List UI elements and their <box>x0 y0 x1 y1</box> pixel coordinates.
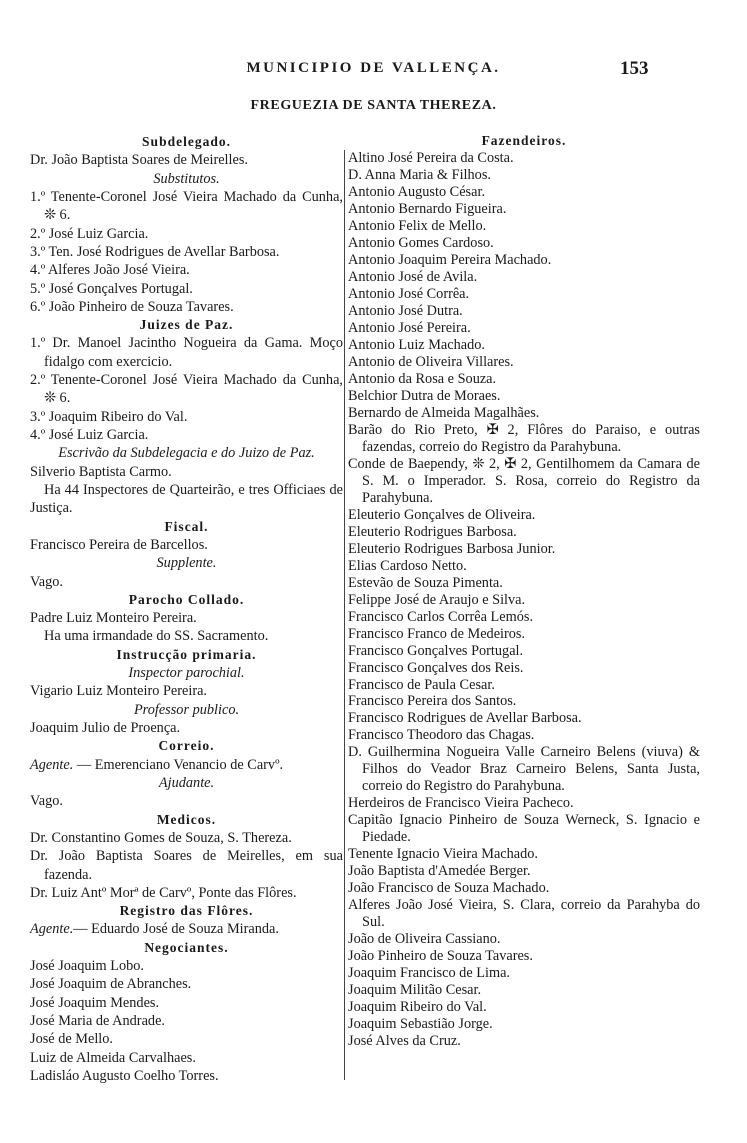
list-item <box>348 184 700 201</box>
section-heading <box>30 591 343 609</box>
entry-text: — Emerenciano Venancio de Carvº. <box>73 756 284 773</box>
list-item <box>348 371 700 388</box>
section-heading <box>30 133 343 151</box>
entry-text: 2.º Tenente-Coronel José Vieira Machado da Cunha, ❊ 6. <box>30 372 343 407</box>
entry-text: Antonio José Pereira. <box>348 319 471 336</box>
section-heading <box>30 811 343 829</box>
entry-text: José de Mello. <box>30 1031 113 1048</box>
entry-text: Bernardo de Almeida Magalhães. <box>348 404 540 421</box>
list-item <box>348 897 700 931</box>
entry-text: Fazendeiros. <box>481 133 567 148</box>
role-label: Agente. <box>30 921 74 938</box>
list-item <box>348 727 700 744</box>
list-item <box>348 677 700 694</box>
entry-text: Francisco Gonçalves Portugal. <box>348 642 524 659</box>
list-item <box>30 756 343 774</box>
list-item <box>30 682 343 700</box>
entry-text: Joaquim Francisco de Lima. <box>348 965 510 982</box>
entry-text: João de Oliveira Cassiano. <box>348 931 501 948</box>
entry-text: Vago. <box>30 793 63 810</box>
entry-text: Antonio José Dutra. <box>348 302 463 319</box>
list-item <box>348 795 700 812</box>
list-item <box>30 920 343 938</box>
entry-text: Conde de Baependy, ❊ 2, ✠ 2, Gentilhomem da Camara de S. M. o Imperador. S. Rosa, correio do Registro da Parahybuna. <box>348 455 700 506</box>
list-item <box>348 252 700 269</box>
entry-text: Herdeiros de Francisco Vieira Pacheco. <box>348 795 574 812</box>
entry-text: 3.º Joaquim Ribeiro do Val. <box>30 408 188 425</box>
entry-text: Alferes João José Vieira, S. Clara, correio da Parahyba do Sul. <box>348 897 700 931</box>
section-heading <box>348 133 700 150</box>
list-item <box>30 994 343 1012</box>
subsection-heading <box>30 554 343 572</box>
entry-text: Francisco Pereira de Barcellos. <box>30 536 208 553</box>
list-item <box>348 167 700 184</box>
list-item <box>348 626 700 643</box>
list-item <box>348 592 700 609</box>
list-item <box>30 1049 343 1067</box>
list-item <box>348 286 700 303</box>
list-item <box>348 150 700 167</box>
entry-text: Dr. Luiz Antº Morª de Carvº, Ponte das Flôres. <box>30 884 297 901</box>
subsection-heading <box>30 170 343 188</box>
list-item <box>348 710 700 727</box>
entry-text: Fiscal. <box>164 518 209 534</box>
entry-text: João Baptista d'Amedée Berger. <box>348 863 531 880</box>
list-item <box>30 334 343 371</box>
entry-text: Ladisláo Augusto Coelho Torres. <box>30 1067 219 1084</box>
entry-text: Ha 44 Inspectores de Quarteirão, e tres Officiaes de Justiça. <box>30 481 343 517</box>
entry-text: Joaquim Sebastião Jorge. <box>348 1016 493 1033</box>
entry-text: Barão do Rio Preto, ✠ 2, Flôres do Paraiso, e outras fazendas, correio do Registro da Parahybuna. <box>348 421 700 455</box>
entry-text: Francisco Theodoro das Chagas. <box>348 727 535 744</box>
list-item <box>348 880 700 897</box>
entry-text: 3.º Ten. José Rodrigues de Avellar Barbosa. <box>30 243 280 260</box>
entry-text: Elias Cardoso Netto. <box>348 557 467 574</box>
list-item <box>30 536 343 554</box>
list-item <box>348 982 700 999</box>
subsection-heading <box>30 701 343 719</box>
entry-text: Instrucção primaria. <box>116 646 257 662</box>
list-item <box>348 456 700 507</box>
entry-text: Vigario Luiz Monteiro Pereira. <box>30 683 208 700</box>
list-item <box>30 957 343 975</box>
entry-text: Eleuterio Rodrigues Barbosa. <box>348 523 517 540</box>
list-item <box>30 609 343 627</box>
entry-text: Juizes de Paz. <box>139 317 234 333</box>
entry-text: Professor publico. <box>133 701 240 718</box>
list-item <box>30 847 343 884</box>
role-label: Agente. <box>30 756 74 773</box>
right-column <box>348 133 700 1050</box>
entry-text: 2.º José Luiz Garcia. <box>30 225 149 242</box>
page-number: 153 <box>620 58 649 79</box>
list-item <box>348 660 700 677</box>
list-item <box>348 999 700 1016</box>
section-heading <box>30 902 343 920</box>
entry-text: Antonio Augusto César. <box>348 183 486 200</box>
subsection-heading <box>30 444 343 462</box>
entry-text: Escrivão da Subdelegacia e do Juizo de Paz. <box>58 445 315 462</box>
entry-text: Francisco Rodrigues de Avellar Barbosa. <box>348 710 582 727</box>
entry-text: Antonio Gomes Cardoso. <box>348 234 494 251</box>
list-item <box>30 463 343 481</box>
list-item <box>348 235 700 252</box>
list-item <box>348 524 700 541</box>
entry-text: João Pinheiro de Souza Tavares. <box>348 948 533 965</box>
entry-text: 4.º José Luiz Garcia. <box>30 427 149 443</box>
list-item <box>30 261 343 279</box>
list-item <box>348 1033 700 1050</box>
entry-text: Francisco de Paula Cesar. <box>348 676 495 693</box>
list-item <box>348 965 700 982</box>
left-column <box>30 133 343 1085</box>
entry-text: Estevão de Souza Pimenta. <box>348 574 503 591</box>
entry-text: Inspector parochial. <box>128 665 245 682</box>
list-item <box>348 388 700 405</box>
entry-text: Silverio Baptista Carmo. <box>30 463 172 480</box>
entry-text: Antonio Joaquim Pereira Machado. <box>348 251 552 268</box>
entry-text: Francisco Carlos Corrêa Lemós. <box>348 608 534 625</box>
list-item <box>30 792 343 810</box>
section-heading <box>30 939 343 957</box>
entry-text: Substitutos. <box>153 170 220 187</box>
entry-text: 6.º João Pinheiro de Souza Tavares. <box>30 298 234 315</box>
list-item <box>348 269 700 286</box>
entry-text: Eleuterio Rodrigues Barbosa Junior. <box>348 540 556 557</box>
section-heading <box>30 737 343 755</box>
list-item <box>348 337 700 354</box>
entry-text: Francisco Pereira dos Santos. <box>348 693 517 710</box>
entry-text: Ha uma irmandade do SS. Sacramento. <box>44 628 269 645</box>
entry-text: 5.º José Gonçalves Portugal. <box>30 280 193 297</box>
entry-text: José Maria de Andrade. <box>30 1013 165 1029</box>
list-item <box>30 573 343 591</box>
entry-text: Antonio José de Avila. <box>348 268 478 285</box>
entry-text: Negociantes. <box>144 939 229 955</box>
list-item <box>30 975 343 993</box>
list-item <box>348 575 700 592</box>
entry-text: Dr. João Baptista Soares de Meirelles. <box>30 152 248 169</box>
list-item <box>30 426 343 444</box>
section-heading <box>30 518 343 536</box>
paragraph <box>30 627 343 645</box>
entry-text: Tenente Ignacio Vieira Machado. <box>348 846 539 863</box>
entry-text: Felippe José de Araujo e Silva. <box>348 591 526 608</box>
entry-text: Registro das Flôres. <box>119 903 254 919</box>
list-item <box>30 225 343 243</box>
paragraph <box>30 481 343 518</box>
entry-text: Medicos. <box>156 811 217 827</box>
entry-text: José Joaquim Mendes. <box>30 994 160 1011</box>
entry-text: Antonio da Rosa e Souza. <box>348 370 497 387</box>
entry-text: Vago. <box>30 573 63 590</box>
list-item <box>348 643 700 660</box>
list-item <box>348 422 700 456</box>
list-item <box>30 371 343 408</box>
entry-text: 1.º Tenente-Coronel José Vieira Machado da Cunha, ❊ 6. <box>30 188 343 224</box>
entry-text: José Joaquim Lobo. <box>30 958 144 975</box>
entry-text: Supplente. <box>156 555 217 572</box>
list-item <box>348 863 700 880</box>
list-item <box>348 846 700 863</box>
entry-text: Eleuterio Gonçalves de Oliveira. <box>348 506 536 523</box>
entry-text: Subdelegado. <box>142 134 231 149</box>
subsection-heading <box>30 664 343 682</box>
entry-text: Parocho Collado. <box>128 591 245 607</box>
list-item <box>348 507 700 524</box>
column-divider <box>344 150 345 1080</box>
entry-text: Francisco Franco de Medeiros. <box>348 625 526 642</box>
entry-text: Luiz de Almeida Carvalhaes. <box>30 1049 196 1066</box>
entry-text: D. Guilhermina Nogueira Valle Carneiro Belens (viuva) & Filhos do Veador Braz Carneiro Belens, Santa Justa, correio do Registro do Parahybuna. <box>348 744 700 795</box>
list-item <box>348 354 700 371</box>
list-item <box>30 719 343 737</box>
list-item <box>348 1016 700 1033</box>
entry-text: Joaquim Militão Cesar. <box>348 982 482 999</box>
list-item <box>348 405 700 422</box>
list-item <box>348 541 700 558</box>
running-head: MUNICIPIO DE VALLENÇA. <box>246 60 501 76</box>
list-item <box>30 1067 343 1085</box>
list-item <box>348 320 700 337</box>
entry-text: Padre Luiz Monteiro Pereira. <box>30 610 197 627</box>
entry-text: Capitão Ignacio Pinheiro de Souza Werneck, S. Ignacio e Piedade. <box>348 812 700 846</box>
list-item <box>348 931 700 948</box>
list-item <box>348 744 700 795</box>
list-item <box>30 280 343 298</box>
entry-text: Antonio de Oliveira Villares. <box>348 353 514 370</box>
list-item <box>348 609 700 626</box>
entry-text: Joaquim Julio de Proença. <box>30 720 181 736</box>
entry-text: José Joaquim de Abranches. <box>30 976 192 993</box>
list-item <box>348 812 700 846</box>
entry-text: João Francisco de Souza Machado. <box>348 880 550 897</box>
section-heading <box>30 646 343 664</box>
entry-text: Antonio Bernardo Figueira. <box>348 200 507 217</box>
entry-text: Joaquim Ribeiro do Val. <box>348 999 487 1016</box>
entry-text: Altino José Pereira da Costa. <box>348 149 514 166</box>
list-item <box>348 303 700 320</box>
entry-text: Dr. Constantino Gomes de Souza, S. Thereza. <box>30 829 292 846</box>
entry-text: Antonio Felix de Mello. <box>348 217 487 234</box>
list-item <box>30 151 343 169</box>
subsection-heading <box>30 774 343 792</box>
list-item <box>348 693 700 710</box>
parish-title: FREGUEZIA DE SANTA THEREZA. <box>250 98 497 113</box>
entry-text: Dr. João Baptista Soares de Meirelles, em sua fazenda. <box>30 848 343 883</box>
entry-text: 4.º Alferes João José Vieira. <box>30 262 190 279</box>
list-item <box>30 298 343 316</box>
list-item <box>30 243 343 261</box>
entry-text: D. Anna Maria & Filhos. <box>348 166 491 183</box>
entry-text: Antonio Luiz Machado. <box>348 336 485 353</box>
list-item <box>30 884 343 902</box>
entry-text: 1.º Dr. Manoel Jacintho Nogueira da Gama. Moço fidalgo com exercicio. <box>30 335 343 370</box>
section-heading <box>30 316 343 334</box>
list-item <box>348 948 700 965</box>
entry-text: Francisco Gonçalves dos Reis. <box>348 659 524 676</box>
list-item <box>30 408 343 426</box>
list-item <box>348 218 700 235</box>
list-item <box>30 1012 343 1030</box>
entry-text: José Alves da Cruz. <box>348 1033 461 1050</box>
list-item <box>348 558 700 575</box>
list-item <box>30 1030 343 1048</box>
entry-text: Belchior Dutra de Moraes. <box>348 387 501 404</box>
entry-text: — Eduardo José de Souza Miranda. <box>73 921 279 938</box>
entry-text: Ajudante. <box>158 774 215 791</box>
entry-text: Correio. <box>158 738 215 754</box>
entry-text: Antonio José Corrêa. <box>348 285 470 302</box>
list-item <box>348 201 700 218</box>
list-item <box>30 188 343 225</box>
list-item <box>30 829 343 847</box>
